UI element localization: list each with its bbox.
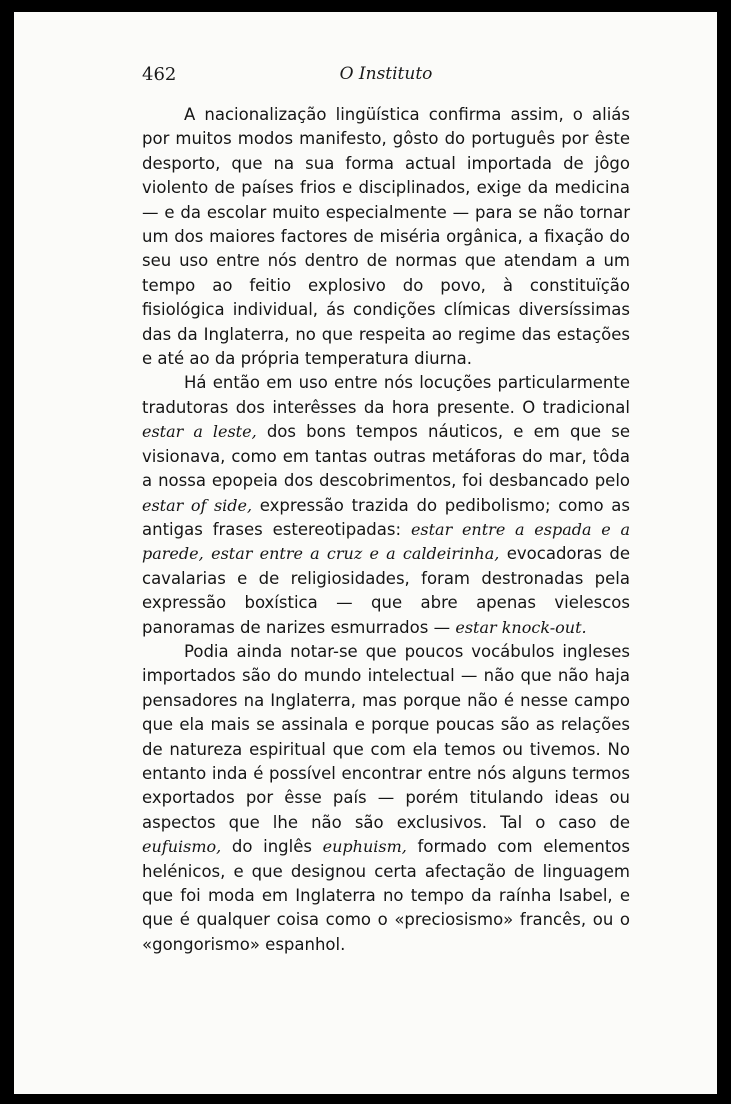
text-run: evocadoras de cavalarias e de religiosidades, foram destronadas pela expressão boxística — que abre apenas vielescos panoramas de narizes esmurrados —	[142, 544, 631, 637]
text-run: A nacionalização lingüística confirma assim, o aliás por muitos modos manifesto, gôsto do português por êste desporto, que na sua forma actual importada de jôgo violento de países frios e disciplinados, exige da medicina — e da escolar muito especialmente — para se não tornar um dos maiores factores de miséria orgânica, a fixação do seu uso entre nós dentro de normas que atendam a um tempo ao feitio explosivo do povo, à constituïção fisiológica individual, ás condições clímicas diversíssimas das da Inglaterra, no que respeita ao regime das estações e até ao da própria temperatura diurna.	[142, 105, 630, 369]
italic-phrase: estar entre a espada e a parede,	[142, 519, 630, 564]
italic-phrase: estar a leste,	[142, 422, 257, 442]
text-run: formado com elementos helénicos, e que designou certa afectação de linguagem que foi moda em Inglaterra no tempo da raínha Isabel, e que é qualquer coisa como o «preciosismo» francês, ou o «gongorismo» espanhol.	[142, 837, 631, 954]
text-run: expressão trazida do pedibolismo; como as antigas frases estereotipadas:	[142, 495, 630, 539]
text-run	[204, 544, 211, 563]
italic-phrase: estar entre a cruz e a caldeirinha,	[211, 544, 500, 564]
italic-phrase: eufuismo,	[142, 837, 222, 857]
running-title: O Instituto	[339, 64, 433, 84]
italic-phrase: estar of side,	[142, 495, 253, 515]
paragraph	[142, 103, 630, 371]
text-run: do inglês	[221, 837, 323, 857]
page-number: 462	[142, 64, 177, 85]
italic-phrase: estar knock-out.	[455, 617, 587, 637]
paragraph	[142, 640, 630, 957]
text-run: Há então em uso entre nós locuções particularmente tradutoras dos interêsses da hora presente. O tradicional	[142, 373, 630, 417]
text-run: dos bons tempos náuticos, e em que se visionava, como em tantas outras metáforas do mar, tôda a nossa epopeia dos descobrimentos, foi desbancado pelo	[142, 422, 630, 491]
paragraph	[142, 371, 630, 639]
page-header	[142, 64, 630, 90]
italic-phrase: euphuism,	[322, 837, 407, 857]
text-run: Podia ainda notar-se que poucos vocábulos ingleses importados são do mundo intelectual — não que não haja pensadores na Inglaterra, mas porque não é nesse campo que ela mais se assinala e porque poucas são as relações de natureza espiritual que com ela temos ou tivemos. No entanto inda é possível encontrar entre nós alguns termos exportados por êsse país — porém titulando ideas ou aspectos que lhe não são exclusivos. Tal o caso de	[142, 641, 630, 832]
body-text	[142, 103, 630, 957]
